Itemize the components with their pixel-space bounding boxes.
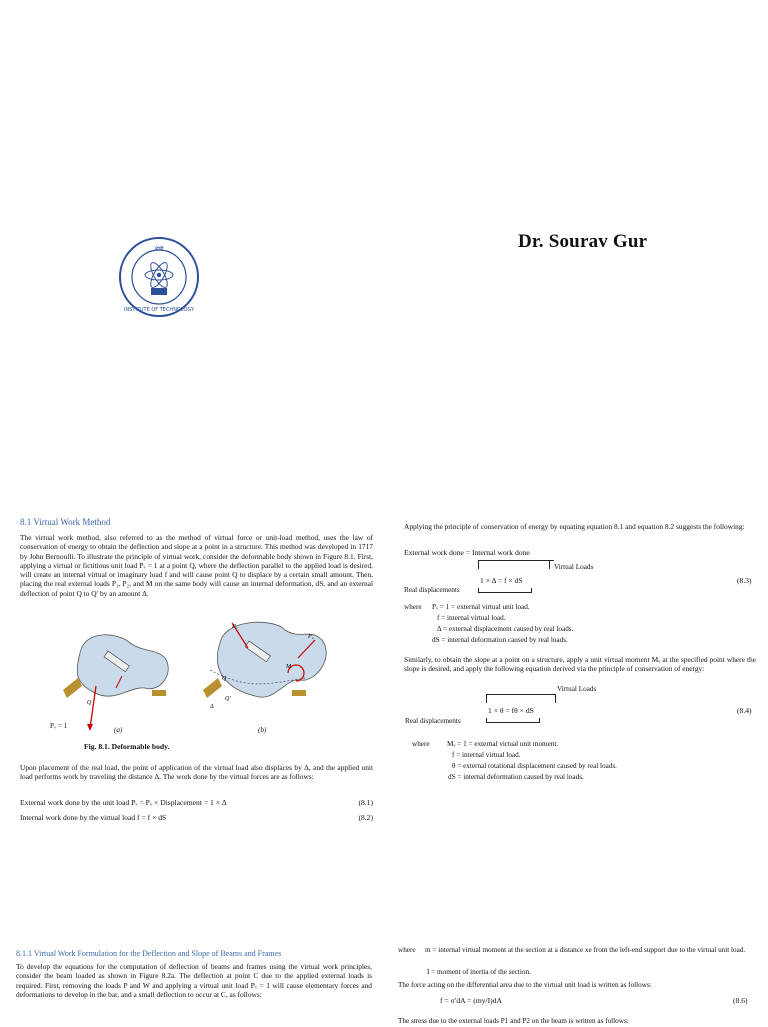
svg-text:M: M bbox=[286, 664, 291, 670]
equation-8-2 bbox=[20, 813, 373, 822]
right-intro: Applying the principle of conservation of energy by equating equation 8.1 and equation 8.2 suggests the following: bbox=[404, 522, 745, 531]
real-displacements-label-2: Real displacements bbox=[405, 717, 461, 725]
equation-8-3: 1 × Δ = f × dS bbox=[480, 576, 523, 585]
definition-ds: dS = internal deformation caused by real loads. bbox=[432, 636, 568, 644]
bracket-top bbox=[478, 560, 550, 569]
virtual-loads-label-2: Virtual Loads bbox=[557, 685, 597, 693]
definition-f-2: f = internal virtual load. bbox=[452, 751, 521, 759]
equation-number: (8.2) bbox=[358, 813, 373, 822]
stress-paragraph-cut: The stress due to the external loads P1 and P2 on the beam is written as follows: bbox=[398, 1017, 629, 1025]
definition-delta: Δ = external displacement caused by real loads. bbox=[437, 625, 574, 633]
figure-label-b: (b) bbox=[258, 726, 267, 734]
subsection-paragraph: To develop the equations for the computation of deflection of beams and frames using the virtual work principles, consider the beam loaded as shown in Figure 8.2a. The deflection at point C due to the applied external loads is required. First, removing the loads P and W and applying a virtual unit load Pᵥ = 1 will cause elementary forces and deformations to develop in the bar, and a small deflection to occur at C, as follows: bbox=[16, 962, 372, 999]
virtual-loads-label: Virtual Loads bbox=[554, 563, 594, 571]
section-heading: 8.1 Virtual Work Method bbox=[20, 517, 111, 527]
bracket-bottom bbox=[478, 588, 532, 593]
energy-equality: External work done = Internal work done bbox=[404, 548, 530, 557]
equation-8-6: f = σ′dA = (my/I)dA bbox=[440, 996, 502, 1005]
definition-f: f = internal virtual load. bbox=[437, 614, 506, 622]
equation-number-8-3: (8.3) bbox=[737, 576, 752, 585]
real-displacements-label: Real displacements bbox=[404, 586, 460, 594]
bracket-top-2 bbox=[486, 694, 556, 703]
work-paragraph: Upon placement of the real load, the point of application of the virtual load also displaces by Δ, and the applied unit load performs work by traveling the distance Δ. The work done by the virtual forces are as follows: bbox=[20, 763, 373, 782]
figure-caption: Fig. 8.1. Deformable body. bbox=[84, 742, 170, 751]
figure-label-a: (a) bbox=[114, 726, 123, 734]
svg-text:Q: Q bbox=[87, 700, 92, 706]
equation-text: External work done by the unit load Pᵥ = Pᵥ × Displacement = 1 × Δ bbox=[20, 798, 227, 807]
institute-logo bbox=[118, 236, 200, 318]
bracket-leader bbox=[548, 560, 554, 561]
virtual-load-label: Pᵥ = 1 bbox=[50, 722, 68, 730]
author-name: Dr. Sourav Gur bbox=[518, 231, 648, 252]
svg-text:P₁: P₁ bbox=[232, 624, 238, 630]
svg-text:Δ: Δ bbox=[210, 704, 214, 710]
equation-8-4: 1 × θ = fθ × dS bbox=[488, 706, 534, 715]
svg-text:Q′: Q′ bbox=[225, 696, 231, 702]
equation-number: (8.1) bbox=[358, 798, 373, 807]
svg-text:P₂: P₂ bbox=[308, 634, 314, 640]
svg-text:शेषी: शेषी bbox=[154, 246, 164, 253]
svg-text:INSTITUTE OF TECHNOLOGY: INSTITUTE OF TECHNOLOGY bbox=[123, 307, 195, 313]
where-label-3: where bbox=[398, 946, 416, 954]
deformable-body-figure bbox=[60, 618, 350, 738]
where-label: where bbox=[404, 603, 422, 611]
subsection-heading: 8.1.1 Virtual Work Formulation for the Deflection and Slope of Beams and Frames bbox=[16, 949, 282, 958]
equation-number-8-4: (8.4) bbox=[737, 706, 752, 715]
definition-i: I = moment of inertia of the section. bbox=[427, 968, 531, 976]
where-label-2: where bbox=[412, 740, 430, 748]
slope-paragraph: Similarly, to obtain the slope at a point on a structure, apply a unit virtual moment Mᵥ at the specified point where the slope is desired, and apply the following equation derived via the principle of conservation of energy: bbox=[404, 655, 756, 674]
intro-paragraph: The virtual work method, also referred to as the method of virtual force or unit-load method, uses the law of conservation of energy to obtain the deflection and slope at a point in a structure. This method was developed in 1717 by John Bernoulli. To illustrate the principle of virtual work, consider the deformable body shown in Figure 8.1. First, applying a virtual or fictitious unit load Pᵥ = 1 at a point Q, where the deflection parallel to the applied load is desired, will create an internal virtual or imaginary load f and will cause point Q to displace by a certain small amount. Then, placing the real external loads P₁, P₂, and M on the same body will cause an internal deformation, dS, and an external deflection of point Q to Q′ by an amount Δ. bbox=[20, 533, 373, 598]
definition-pv: Pᵥ = 1 = external virtual unit load. bbox=[432, 603, 530, 611]
equation-text: Internal work done by the virtual load f = f × dS bbox=[20, 813, 167, 822]
force-paragraph: The force acting on the differential area due to the virtual unit load is written as follows: bbox=[398, 981, 652, 989]
definition-theta: θ = external rotational displacement caused by real loads. bbox=[452, 762, 617, 770]
bracket-bottom-2 bbox=[486, 718, 540, 723]
definition-m: m = internal virtual moment at the section at a distance xe from the left-end support due to the virtual unit load. bbox=[425, 946, 746, 954]
definition-ds-2: dS = internal deformation caused by real loads. bbox=[448, 773, 584, 781]
equation-8-1 bbox=[20, 798, 373, 807]
definition-mv: Mᵥ = 1 = external virtual unit moment. bbox=[447, 740, 559, 748]
svg-text:Q: Q bbox=[222, 676, 227, 682]
equation-number-8-6: (8.6) bbox=[733, 996, 748, 1005]
